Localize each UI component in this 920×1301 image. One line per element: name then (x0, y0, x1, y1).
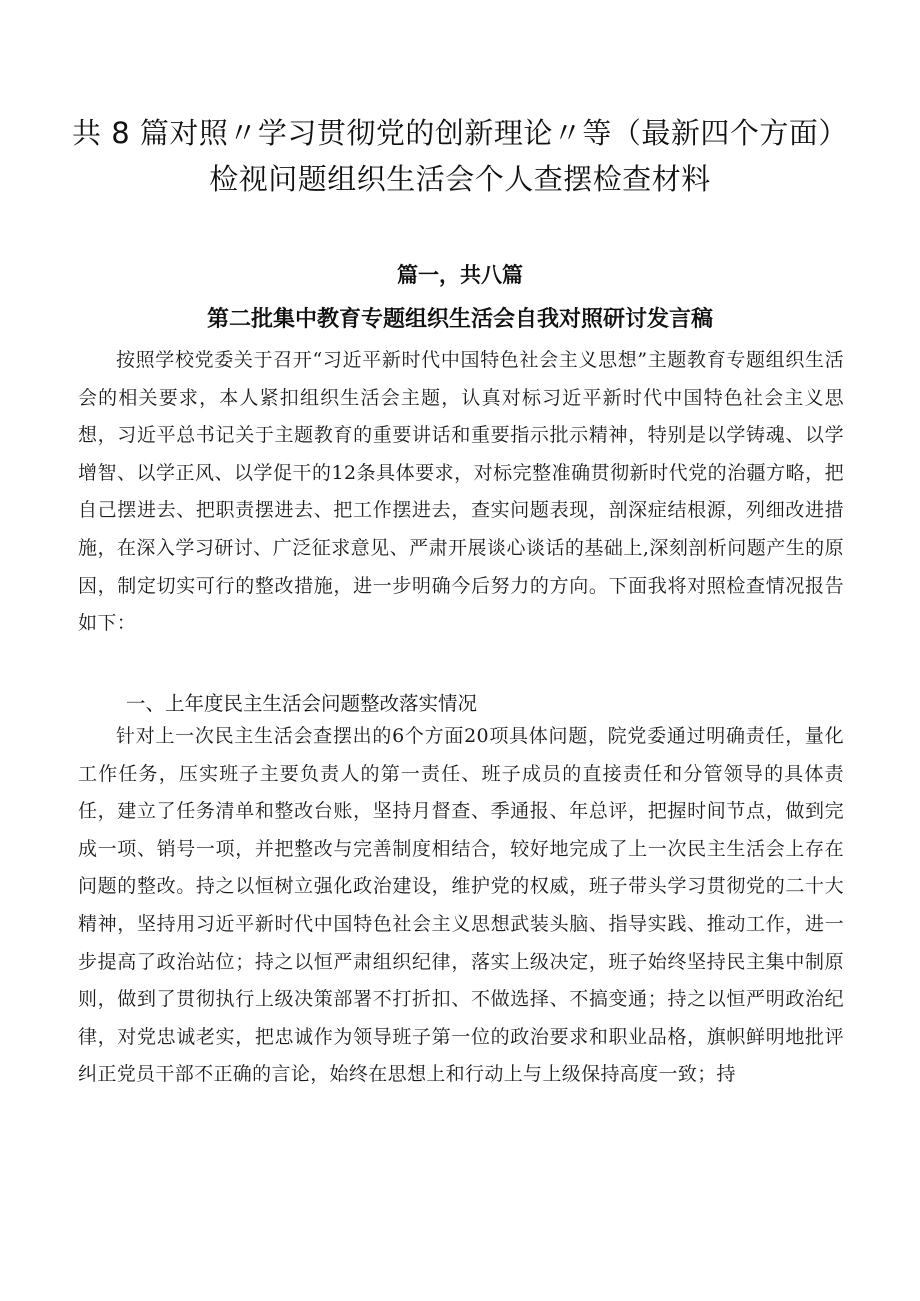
part-label: 篇一，共八篇 (397, 263, 523, 287)
section-1-paragraph: 针对上一次民主生活会查摆出的6个方面20项具体问题，院党委通过明确责任，量化工作任务，压实班子主要负责人的第一责任、班子成员的直接责任和分管领导的具体责任，建立了任务清单和整改台账，坚持月督查、季通报、年总评，把握时间节点，做到完成一项、销号一项，并把整改与完善制度相结合，较好地完成了上一次民主生活会上存在问题的整改。持之以恒树立强化政治建设，维护党的权威，班子带头学习贯彻党的二十大精神，坚持用习近平新时代中国特色社会主义思想武装头脑、指导实践、推动工作，进一步提高了政治站位；持之以恒严肃组织纪律，落实上级决定，班子始终坚持民主集中制原则，做到了贯彻执行上级决策部署不打折扣、不做选择、不搞变通；持之以恒严明政治纪律，对党忠诚老实，把忠诚作为领导班子第一位的政治要求和职业品格，旗帜鲜明地批评纠正党员干部不正确的言论，始终在思想上和行动上与上级保持高度一致；持 (78, 725, 844, 1086)
section-heading-1: 一、上年度民主生活会问题整改落实情况 (126, 692, 478, 715)
document-title: 共 8 篇对照〃学习贯彻党的创新理论〃等（最新四个方面）检视问题组织生活会个人查摆检查材料 (72, 116, 848, 196)
article-title: 第二批集中教育专题组织生活会自我对照研讨发言稿 (206, 307, 713, 332)
intro-paragraph: 按照学校党委关于召开“习近平新时代中国特色社会主义思想”主题教育专题组织生活会的相关要求，本人紧扣组织生活会主题，认真对标习近平新时代中国特色社会主义思想，习近平总书记关于主题教育的重要讲话和重要指示批示精神，特别是以学铸魂、以学增智、以学正风、以学促干的12条具体要求，对标完整准确贯彻新时代党的治疆方略，把自己摆进去、把职责摆进去、把工作摆进去，查实问题表现，剖深症结根源，列细改进措施，在深入学习研讨、广泛征求意见、严肃开展谈心谈话的基础上,深刻剖析问题产生的原因，制定切实可行的整改措施，进一步明确今后努力的方向。下面我将对照检查情况报告如下： (78, 349, 844, 635)
